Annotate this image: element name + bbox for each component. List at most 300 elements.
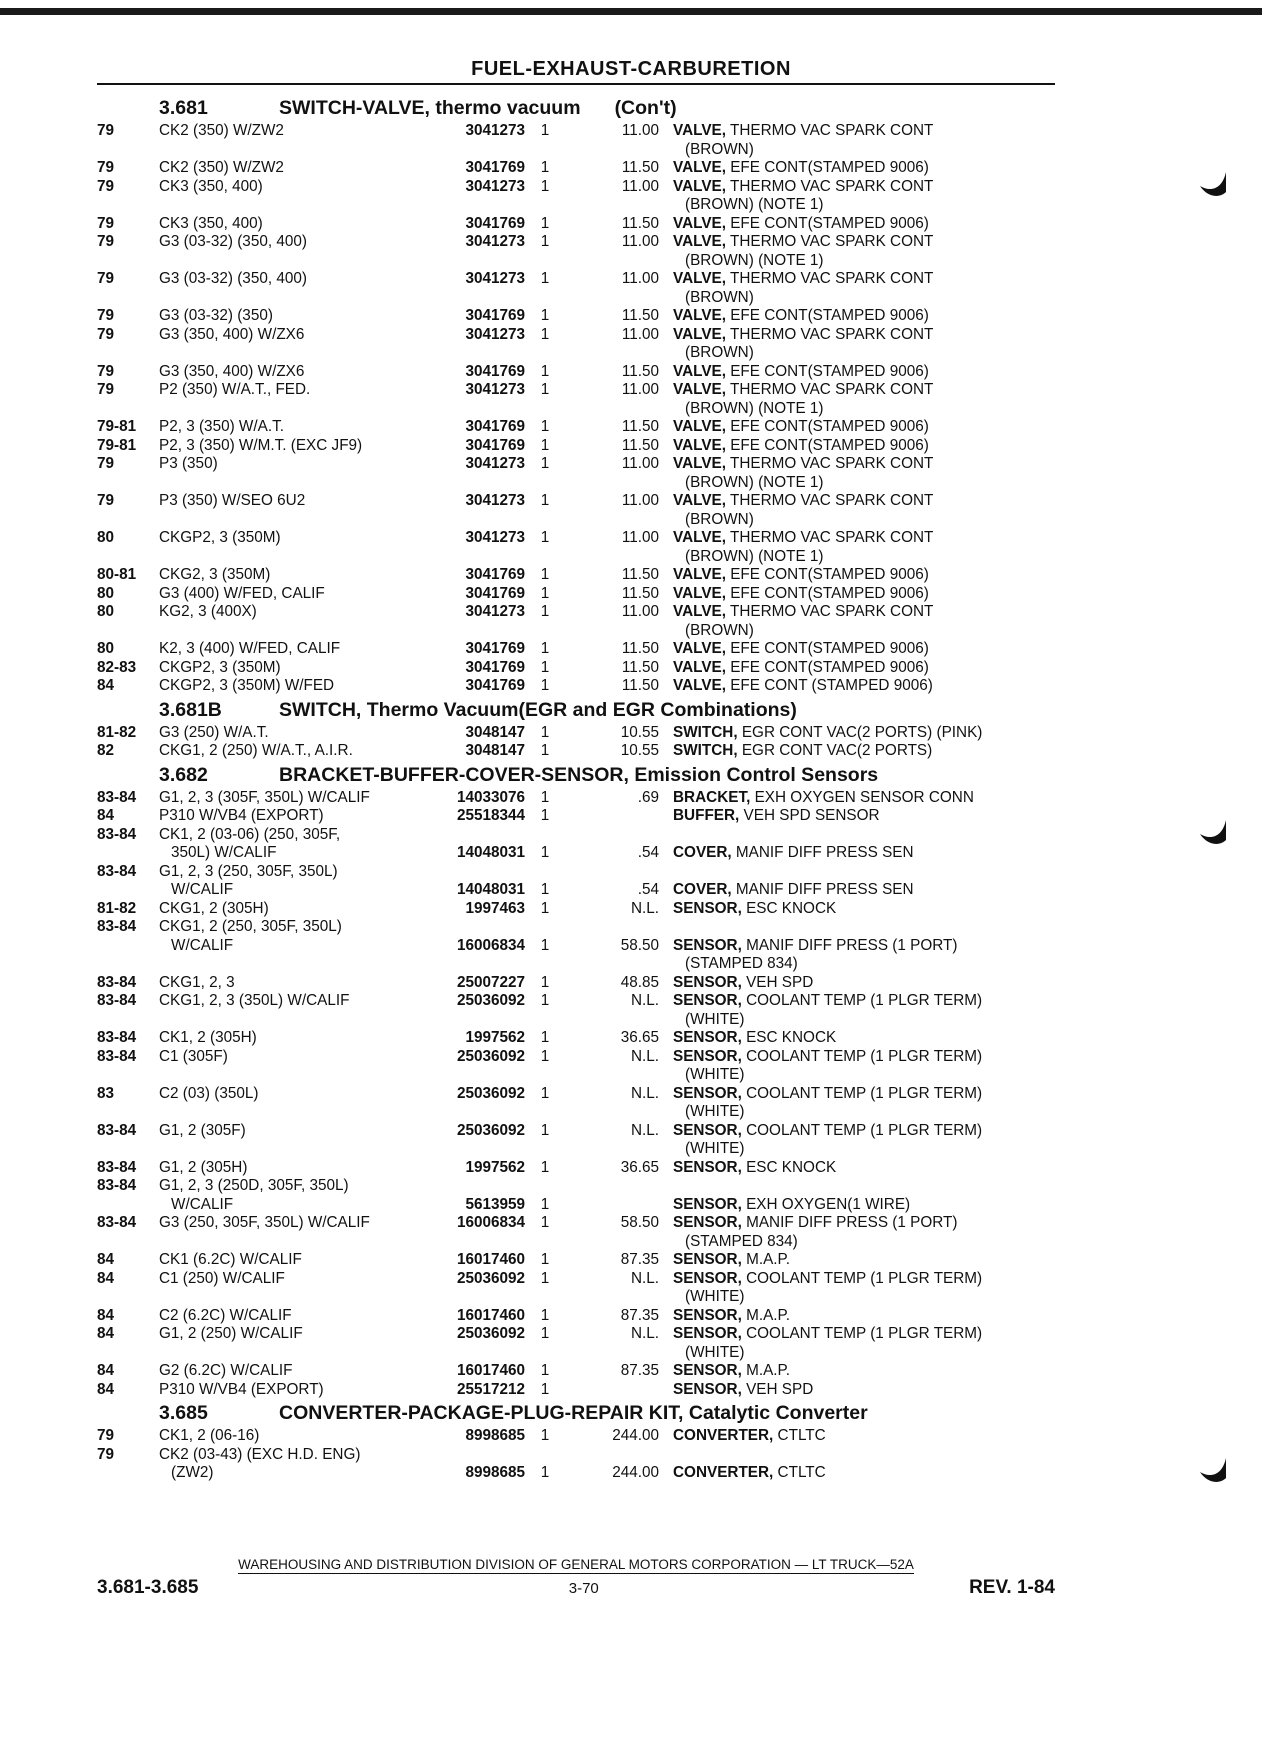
description-noun: VALVE,: [673, 492, 726, 509]
quantity: 1: [540, 270, 550, 287]
list-price: N.L.: [630, 992, 659, 1009]
description-noun: SENSOR,: [673, 992, 742, 1009]
description-noun: VALVE,: [673, 362, 726, 380]
model-year: 79: [97, 362, 115, 380]
application-line: G3 (03-32) (350, 400): [159, 233, 307, 250]
model-year: 80-81: [97, 566, 137, 583]
model-year: 79: [97, 1427, 115, 1444]
list-price: 58.50: [620, 936, 659, 954]
application: [159, 1048, 437, 1067]
part-row: [97, 233, 1055, 270]
application: [159, 233, 437, 252]
part-number: 1997562: [465, 1158, 525, 1176]
part-row: [97, 1446, 1055, 1483]
model-year: 80: [97, 603, 115, 620]
description-noun: VALVE,: [673, 566, 726, 583]
description-line: [673, 1214, 1055, 1233]
part-number: 25036092: [456, 1325, 525, 1342]
description-line: [673, 1196, 1055, 1215]
description-line: [673, 900, 1055, 919]
description-line: [673, 381, 1055, 400]
part-number: 3041769: [465, 677, 525, 694]
description-text: EFE CONT(STAMPED 9006): [730, 436, 929, 454]
description-line: [673, 955, 1055, 974]
list-price: 11.00: [621, 325, 659, 343]
description-noun: SENSOR,: [673, 1195, 742, 1213]
list-price: 11.50: [621, 436, 659, 454]
quantity: 1: [540, 1029, 550, 1046]
part-number: 3048147: [465, 723, 525, 741]
list-price: 87.35: [620, 1362, 659, 1379]
application-line: W/CALIF: [171, 881, 234, 898]
description-line: [673, 1362, 1055, 1381]
model-year: 79: [97, 122, 115, 139]
binder-hole-mark: [1198, 800, 1228, 848]
description-text: EFE CONT(STAMPED 9006): [730, 307, 929, 324]
description: [673, 215, 1055, 234]
description: [673, 603, 1055, 640]
application-line: W/CALIF: [171, 936, 234, 954]
list-price: 48.85: [620, 973, 659, 991]
description: [673, 326, 1055, 363]
model-year: 83-84: [97, 1121, 137, 1139]
description-line: [673, 326, 1055, 345]
quantity: 1: [540, 881, 550, 898]
description-text: (BROWN): [685, 344, 754, 361]
description-line: [673, 789, 1055, 808]
application-line: G1, 2, 3 (250, 305F, 350L): [159, 862, 338, 880]
description-line: [673, 141, 1055, 160]
list-price: 11.50: [621, 658, 659, 676]
application-line: CKG2, 3 (350M): [159, 566, 271, 583]
description-noun: SENSOR,: [673, 1251, 742, 1268]
application: [159, 1325, 437, 1344]
list-price: N.L.: [630, 1047, 659, 1065]
part-number: 3041769: [465, 658, 525, 676]
description-text: ESC KNOCK: [746, 899, 837, 917]
part-row: [97, 159, 1055, 178]
description-text: MANIF DIFF PRESS (1 PORT): [746, 1214, 958, 1231]
application: [159, 1177, 437, 1214]
description-noun: BRACKET,: [673, 788, 751, 806]
description-text: (BROWN) (NOTE 1): [685, 399, 824, 417]
application: [159, 270, 437, 289]
part-row: [97, 1048, 1055, 1085]
model-year: 83-84: [97, 1177, 137, 1194]
list-price: 244.00: [612, 1464, 659, 1481]
part-row: [97, 178, 1055, 215]
model-year: 84: [97, 1325, 115, 1342]
description: [673, 1381, 1055, 1400]
part-row: [97, 863, 1055, 900]
description-text: CTLTC: [777, 1427, 826, 1444]
application: [159, 826, 437, 863]
description-text: (BROWN) (NOTE 1): [685, 547, 824, 565]
application-line: G3 (250) W/A.T.: [159, 723, 269, 741]
part-row: [97, 918, 1055, 974]
list-price: 11.50: [621, 677, 659, 694]
description-text: (WHITE): [685, 1140, 745, 1157]
description-noun: SENSOR,: [673, 1380, 742, 1398]
application-line: G3 (350, 400) W/ZX6: [159, 325, 305, 343]
part-row: [97, 1085, 1055, 1122]
application: [159, 566, 437, 585]
footer-division-text: WAREHOUSING AND DISTRIBUTION DIVISION OF GENERAL MOTORS CORPORATION — LT TRUCK—52A: [238, 1557, 914, 1572]
description-text: EFE CONT(STAMPED 9006): [730, 418, 929, 435]
description-noun: VALVE,: [673, 177, 726, 195]
application-line: KG2, 3 (400X): [159, 603, 257, 620]
description-text: MANIF DIFF PRESS (1 PORT): [746, 936, 958, 954]
list-price: 11.00: [621, 270, 659, 287]
part-number: 3041273: [465, 325, 525, 343]
model-year: 79: [97, 325, 115, 343]
description-line: [673, 1233, 1055, 1252]
part-number: 14033076: [456, 788, 525, 806]
parts-listing: [97, 94, 1055, 1483]
quantity: 1: [540, 436, 550, 454]
model-year: 79: [97, 492, 115, 509]
application-line: C1 (250) W/CALIF: [159, 1269, 285, 1287]
list-price: 11.50: [621, 214, 659, 232]
binder-hole-mark: [1198, 1438, 1228, 1486]
application: [159, 455, 437, 474]
model-year: 84: [97, 1362, 115, 1379]
application-line: C2 (03) (350L): [159, 1084, 259, 1102]
description-text: M.A.P.: [746, 1251, 791, 1268]
description-line: [673, 289, 1055, 308]
part-number: 16017460: [456, 1362, 525, 1379]
quantity: 1: [540, 159, 550, 176]
part-row: [97, 1251, 1055, 1270]
description-text: COOLANT TEMP (1 PLGR TERM): [746, 1325, 983, 1342]
description-line: [673, 974, 1055, 993]
model-year: 79: [97, 307, 115, 324]
description-line: [673, 215, 1055, 234]
description-text: MANIF DIFF PRESS SEN: [735, 881, 914, 898]
part-row: [97, 1270, 1055, 1307]
part-row: [97, 603, 1055, 640]
application: [159, 789, 437, 808]
application: [159, 659, 437, 678]
section-header: [97, 763, 1055, 787]
list-price: 36.65: [620, 1029, 659, 1046]
description-line: [673, 1325, 1055, 1344]
list-price: .54: [637, 844, 659, 861]
description-noun: SENSOR,: [673, 1121, 742, 1139]
quantity: 1: [540, 492, 550, 509]
description-line: [673, 659, 1055, 678]
description-line: [673, 992, 1055, 1011]
description: [673, 1307, 1055, 1326]
application-line: C1 (305F): [159, 1047, 228, 1065]
description: [673, 270, 1055, 307]
description-noun: VALVE,: [673, 159, 726, 176]
description: [673, 437, 1055, 456]
description: [673, 529, 1055, 566]
application: [159, 1307, 437, 1326]
application-line: P310 W/VB4 (EXPORT): [159, 807, 324, 824]
description-text: M.A.P.: [746, 1362, 791, 1379]
part-number: 3041273: [465, 529, 525, 546]
part-row: [97, 1029, 1055, 1048]
list-price: 11.50: [621, 584, 659, 602]
quantity: 1: [540, 418, 550, 435]
quantity: 1: [540, 788, 550, 806]
application-line: CK1, 2 (305H): [159, 1029, 257, 1046]
application: [159, 640, 437, 659]
description-line: [673, 344, 1055, 363]
section-title-text: BRACKET-BUFFER-COVER-SENSOR, Emission Control Sensors: [279, 763, 879, 786]
quantity: 1: [540, 1362, 550, 1379]
description-noun: VALVE,: [673, 270, 726, 287]
application: [159, 363, 437, 382]
description-text: (BROWN) (NOTE 1): [685, 251, 824, 269]
section-continued: (Con't): [614, 97, 677, 119]
description-text: EFE CONT(STAMPED 9006): [730, 159, 929, 176]
quantity: 1: [540, 1195, 550, 1213]
application: [159, 307, 437, 326]
application: [159, 1362, 437, 1381]
part-row: [97, 1362, 1055, 1381]
section-header: [97, 1401, 1055, 1425]
model-year: 83-84: [97, 1214, 137, 1231]
quantity: 1: [540, 723, 550, 741]
description: [673, 178, 1055, 215]
description: [673, 1251, 1055, 1270]
quantity: 1: [540, 807, 550, 824]
part-row: [97, 585, 1055, 604]
part-number: 3041273: [465, 233, 525, 250]
application-line: G3 (250, 305F, 350L) W/CALIF: [159, 1214, 370, 1231]
description: [673, 566, 1055, 585]
quantity: 1: [540, 381, 550, 398]
quantity: 1: [540, 584, 550, 602]
quantity: 1: [540, 677, 550, 694]
application-line: CKGP2, 3 (350M): [159, 529, 281, 546]
application-line: G3 (03-32) (350): [159, 307, 273, 324]
description-noun: SENSOR,: [673, 1047, 742, 1065]
description-line: [673, 742, 1055, 761]
list-price: 87.35: [620, 1306, 659, 1324]
application-line: CK2 (350) W/ZW2: [159, 122, 284, 139]
application-line: CKG1, 2 (250) W/A.T., A.I.R.: [159, 742, 353, 759]
application: [159, 863, 437, 900]
description-noun: SENSOR,: [673, 1029, 742, 1046]
description-text: ESC KNOCK: [746, 1029, 837, 1046]
description-line: [673, 1029, 1055, 1048]
footer-division: [97, 1557, 1055, 1572]
part-number: 3041273: [465, 603, 525, 620]
description-line: [673, 529, 1055, 548]
application: [159, 492, 437, 511]
part-number: 25036092: [456, 1047, 525, 1065]
application: [159, 585, 437, 604]
application-line: C2 (6.2C) W/CALIF: [159, 1306, 292, 1324]
section-title-text: CONVERTER-PACKAGE-PLUG-REPAIR KIT, Catalytic Converter: [279, 1402, 868, 1424]
application-line: G3 (350, 400) W/ZX6: [159, 362, 305, 380]
description-text: EFE CONT(STAMPED 9006): [730, 640, 929, 657]
description-text: MANIF DIFF PRESS SEN: [735, 844, 914, 861]
model-year: 83: [97, 1084, 115, 1102]
application: [159, 807, 437, 826]
quantity: 1: [540, 992, 550, 1009]
part-row: [97, 529, 1055, 566]
application-line: CK2 (350) W/ZW2: [159, 159, 284, 176]
part-number: 3041769: [465, 362, 525, 380]
description-line: [673, 455, 1055, 474]
part-number: 25036092: [456, 1121, 525, 1139]
application-line: G3 (400) W/FED, CALIF: [159, 584, 325, 602]
description: [673, 789, 1055, 808]
binder-hole-mark: [1198, 152, 1228, 200]
part-number: 3041769: [465, 584, 525, 602]
top-border-rule: [0, 8, 1262, 15]
list-price: 11.00: [621, 529, 659, 546]
description: [673, 1196, 1055, 1215]
quantity: 1: [540, 936, 550, 954]
part-number: 25036092: [456, 992, 525, 1009]
application-line: P2, 3 (350) W/A.T.: [159, 418, 284, 435]
description-line: [673, 307, 1055, 326]
application: [159, 1029, 437, 1048]
description: [673, 418, 1055, 437]
description-noun: VALVE,: [673, 436, 726, 454]
application-line: P3 (350): [159, 455, 218, 472]
application: [159, 1122, 437, 1141]
footer-bar: [97, 1577, 1055, 1599]
description: [673, 1270, 1055, 1307]
footer-revision: REV. 1-84: [969, 1577, 1055, 1598]
description-text: (STAMPED 834): [685, 1232, 798, 1250]
application-line: CKG1, 2 (250, 305F, 350L): [159, 918, 342, 935]
model-year: 79-81: [97, 436, 137, 454]
application-line: CKG1, 2, 3: [159, 973, 235, 991]
part-number: 16017460: [456, 1251, 525, 1268]
description-text: EFE CONT(STAMPED 9006): [730, 658, 929, 676]
list-price: 10.55: [620, 742, 659, 759]
part-number: 3048147: [465, 742, 525, 759]
application-line: CKGP2, 3 (350M): [159, 658, 281, 676]
model-year: 79-81: [97, 418, 137, 435]
model-year: 79: [97, 270, 115, 287]
model-year: 80: [97, 584, 115, 602]
description-line: [673, 400, 1055, 419]
list-price: 11.50: [621, 418, 659, 435]
part-number: 25517212: [456, 1380, 525, 1398]
description-text: (BROWN): [685, 621, 754, 639]
description-noun: VALVE,: [673, 529, 726, 546]
application-line: CK3 (350, 400): [159, 214, 263, 232]
model-year: 79: [97, 214, 115, 232]
description-text: EXH OXYGEN(1 WIRE): [746, 1195, 911, 1213]
part-row: [97, 122, 1055, 159]
list-price: 87.35: [620, 1251, 659, 1268]
description-text: VEH SPD: [746, 973, 814, 991]
description-text: THERMO VAC SPARK CONT: [729, 492, 934, 509]
description-text: EFE CONT(STAMPED 9006): [730, 214, 929, 232]
quantity: 1: [540, 1325, 550, 1342]
description: [673, 455, 1055, 492]
description-text: (BROWN) (NOTE 1): [685, 196, 824, 213]
description-line: [673, 677, 1055, 696]
quantity: 1: [540, 1380, 550, 1398]
description-noun: VALVE,: [673, 122, 726, 139]
description-text: (BROWN) (NOTE 1): [685, 473, 824, 491]
description-line: [673, 1140, 1055, 1159]
application-line: G1, 2 (305H): [159, 1158, 248, 1176]
part-row: [97, 659, 1055, 678]
model-year: 84: [97, 1269, 115, 1287]
description-noun: COVER,: [673, 844, 732, 861]
description: [673, 807, 1055, 826]
description-line: [673, 196, 1055, 215]
quantity: 1: [540, 742, 550, 759]
application: [159, 122, 437, 141]
quantity: 1: [540, 362, 550, 380]
description-noun: SWITCH,: [673, 723, 738, 741]
part-number: 8998685: [465, 1464, 525, 1481]
description-noun: COVER,: [673, 881, 732, 898]
model-year: 82-83: [97, 658, 137, 676]
description-noun: VALVE,: [673, 381, 726, 398]
list-price: N.L.: [630, 1084, 659, 1102]
description-text: COOLANT TEMP (1 PLGR TERM): [746, 1047, 983, 1065]
description-text: (WHITE): [685, 1103, 745, 1120]
application: [159, 1446, 437, 1483]
part-number: 3041769: [465, 418, 525, 435]
model-year: 84: [97, 677, 115, 694]
model-year: 83-84: [97, 973, 137, 991]
description-line: [673, 418, 1055, 437]
application-line: W/CALIF: [171, 1195, 234, 1213]
part-number: 5613959: [465, 1195, 525, 1213]
section-header: [97, 698, 1055, 722]
quantity: 1: [540, 1214, 550, 1231]
description-noun: VALVE,: [673, 307, 726, 324]
application: [159, 1251, 437, 1270]
description-line: [673, 270, 1055, 289]
list-price: 36.65: [620, 1158, 659, 1176]
description-text: COOLANT TEMP (1 PLGR TERM): [746, 1269, 983, 1287]
section-number: 3.681: [159, 97, 208, 119]
application: [159, 159, 437, 178]
part-row: [97, 215, 1055, 234]
description: [673, 659, 1055, 678]
application-line: G1, 2 (305F): [159, 1121, 246, 1139]
quantity: 1: [540, 1158, 550, 1176]
description-text: COOLANT TEMP (1 PLGR TERM): [746, 1121, 983, 1139]
quantity: 1: [540, 566, 550, 583]
section-title: [279, 96, 1055, 120]
application: [159, 1159, 437, 1178]
part-row: [97, 1381, 1055, 1400]
model-year: 79: [97, 455, 115, 472]
part-number: 3041273: [465, 270, 525, 287]
section-title-text: SWITCH-VALVE, thermo vacuum: [279, 97, 581, 119]
description-noun: VALVE,: [673, 658, 726, 676]
model-year: 81-82: [97, 899, 137, 917]
description: [673, 900, 1055, 919]
section-number: 3.685: [159, 1402, 208, 1424]
list-price: 10.55: [620, 723, 659, 741]
application-line: G1, 2 (250) W/CALIF: [159, 1325, 303, 1342]
quantity: 1: [540, 603, 550, 620]
description-noun: SENSOR,: [673, 1214, 742, 1231]
application-line: P2 (350) W/A.T., FED.: [159, 381, 311, 398]
part-number: 1997562: [465, 1029, 525, 1046]
application-line: G1, 2, 3 (305F, 350L) W/CALIF: [159, 788, 370, 806]
description-noun: SENSOR,: [673, 936, 742, 954]
